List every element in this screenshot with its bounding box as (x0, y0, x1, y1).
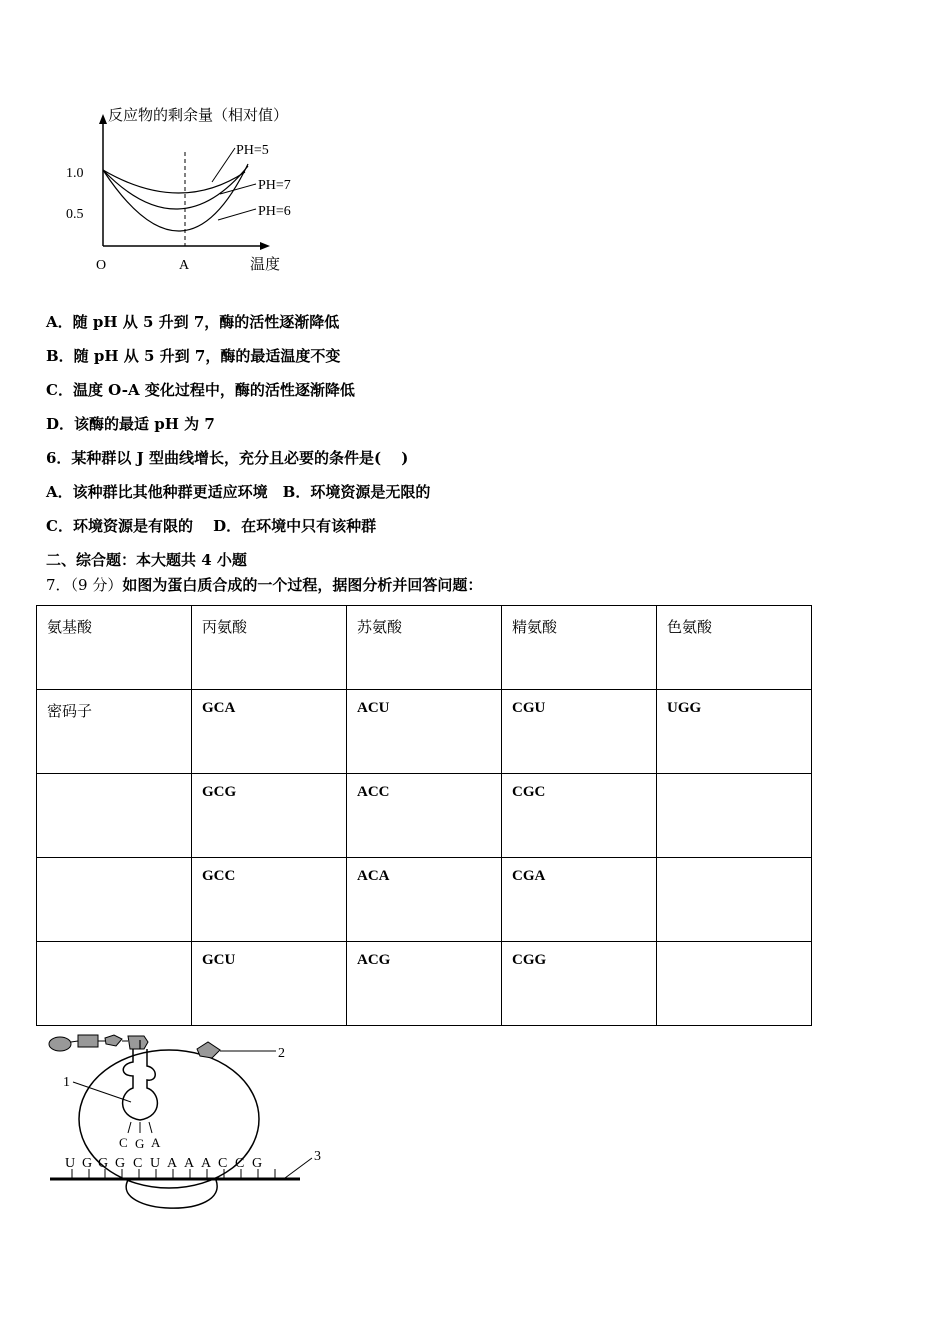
amino-acid-3 (105, 1035, 122, 1046)
codon-table (36, 605, 812, 1026)
leader-ph5 (212, 148, 235, 182)
enzyme-graph (60, 100, 320, 280)
table-cell: GCG (192, 774, 347, 858)
anticodon-base: G (135, 1136, 145, 1151)
amino-acid-4 (128, 1036, 148, 1049)
table-cell: ACC (347, 774, 502, 858)
anticodon-base: C (119, 1135, 128, 1150)
anticodon-tick (149, 1122, 152, 1133)
table-row (37, 690, 812, 774)
amino-acid-1 (49, 1037, 71, 1051)
trna (123, 1049, 158, 1120)
table-cell: 丙氨酸 (192, 606, 347, 690)
mrna-base: A (184, 1156, 195, 1171)
table-cell (37, 774, 192, 858)
table-cell (657, 858, 812, 942)
mrna-base: G (98, 1156, 109, 1171)
table-cell (37, 942, 192, 1026)
table-cell: CGU (502, 690, 657, 774)
translation-diagram (40, 1030, 340, 1225)
q5-option-b: B．随 pH 从 5 升到 7，酶的最适温度不变 (46, 347, 341, 365)
mrna-base: G (115, 1156, 126, 1171)
q5-option-d: D．该酶的最适 pH 为 7 (46, 415, 215, 433)
section-heading: 二、综合题：本大题共 4 小题 (46, 551, 247, 569)
q6-options-line1: A．该种群比其他种群更适应环境 B．环境资源是无限的 (46, 483, 431, 501)
mrna-base: G (82, 1156, 93, 1171)
mrna-base: U (65, 1156, 76, 1171)
graph-xtick-A: A (179, 258, 190, 273)
graph-ytick-05: 0.5 (66, 207, 84, 222)
curve-ph6 (103, 164, 248, 231)
q6-stem: 6．某种群以 J 型曲线增长，充分且必要的条件是( ) (46, 449, 409, 467)
mrna-base: C (218, 1156, 228, 1171)
label-2: 2 (278, 1046, 285, 1061)
table-cell: 氨基酸 (37, 606, 192, 690)
graph-origin: O (96, 258, 107, 273)
mrna-base: G (252, 1156, 263, 1171)
q5-option-a: A．随 pH 从 5 升到 7，酶的活性逐渐降低 (46, 313, 340, 331)
y-axis-arrow (99, 114, 107, 124)
peptide-bond (71, 1041, 78, 1042)
q7-number: 7． (46, 576, 71, 594)
label-1: 1 (63, 1075, 70, 1090)
table-cell: UGG (657, 690, 812, 774)
mrna-base: C (133, 1156, 143, 1171)
table-row (37, 858, 812, 942)
q7-text: 如图为蛋白质合成的一个过程，据图分析并回答问题： (122, 576, 483, 594)
q6-options-line2: C．环境资源是有限的 D．在环境中只有该种群 (46, 517, 377, 535)
mrna-base: A (167, 1156, 178, 1171)
table-cell: GCC (192, 858, 347, 942)
graph-ytick-1: 1.0 (66, 166, 84, 181)
table-cell: 苏氨酸 (347, 606, 502, 690)
leader-1 (73, 1082, 131, 1102)
leader-3 (285, 1158, 312, 1178)
graph-xlabel: 温度 (250, 257, 281, 273)
table-cell: 精氨酸 (502, 606, 657, 690)
table-cell: CGA (502, 858, 657, 942)
table-cell: ACU (347, 690, 502, 774)
table-cell: CGG (502, 942, 657, 1026)
amino-acid-2 (78, 1035, 98, 1047)
table-cell: GCA (192, 690, 347, 774)
table-cell (657, 774, 812, 858)
free-amino-acid (197, 1042, 220, 1058)
table-cell: 色氨酸 (657, 606, 812, 690)
table-cell: ACG (347, 942, 502, 1026)
label-ph5: PH=5 (236, 143, 269, 158)
q5-option-c: C．温度 O-A 变化过程中，酶的活性逐渐降低 (46, 381, 355, 399)
table-row (37, 942, 812, 1026)
anticodon-tick (128, 1122, 131, 1133)
table-cell: GCU (192, 942, 347, 1026)
mrna-base: C (235, 1156, 245, 1171)
leader-ph6 (218, 209, 256, 220)
x-axis-arrow (260, 242, 270, 250)
table-cell (657, 942, 812, 1026)
table-cell: 密码子 (37, 690, 192, 774)
graph-ylabel: 反应物的剩余量（相对值） (108, 108, 289, 124)
table-cell: ACA (347, 858, 502, 942)
mrna-base: A (201, 1156, 212, 1171)
q7-stem (46, 574, 482, 595)
table-row (37, 774, 812, 858)
label-3: 3 (314, 1149, 321, 1164)
q7-score: （9 分） (70, 576, 123, 594)
label-ph6: PH=6 (258, 204, 291, 219)
mrna-base: U (150, 1156, 161, 1171)
anticodon-base: A (151, 1135, 161, 1150)
curve-ph7 (103, 166, 248, 209)
table-row (37, 606, 812, 690)
table-cell (37, 858, 192, 942)
table-cell: CGC (502, 774, 657, 858)
label-ph7: PH=7 (258, 178, 291, 193)
